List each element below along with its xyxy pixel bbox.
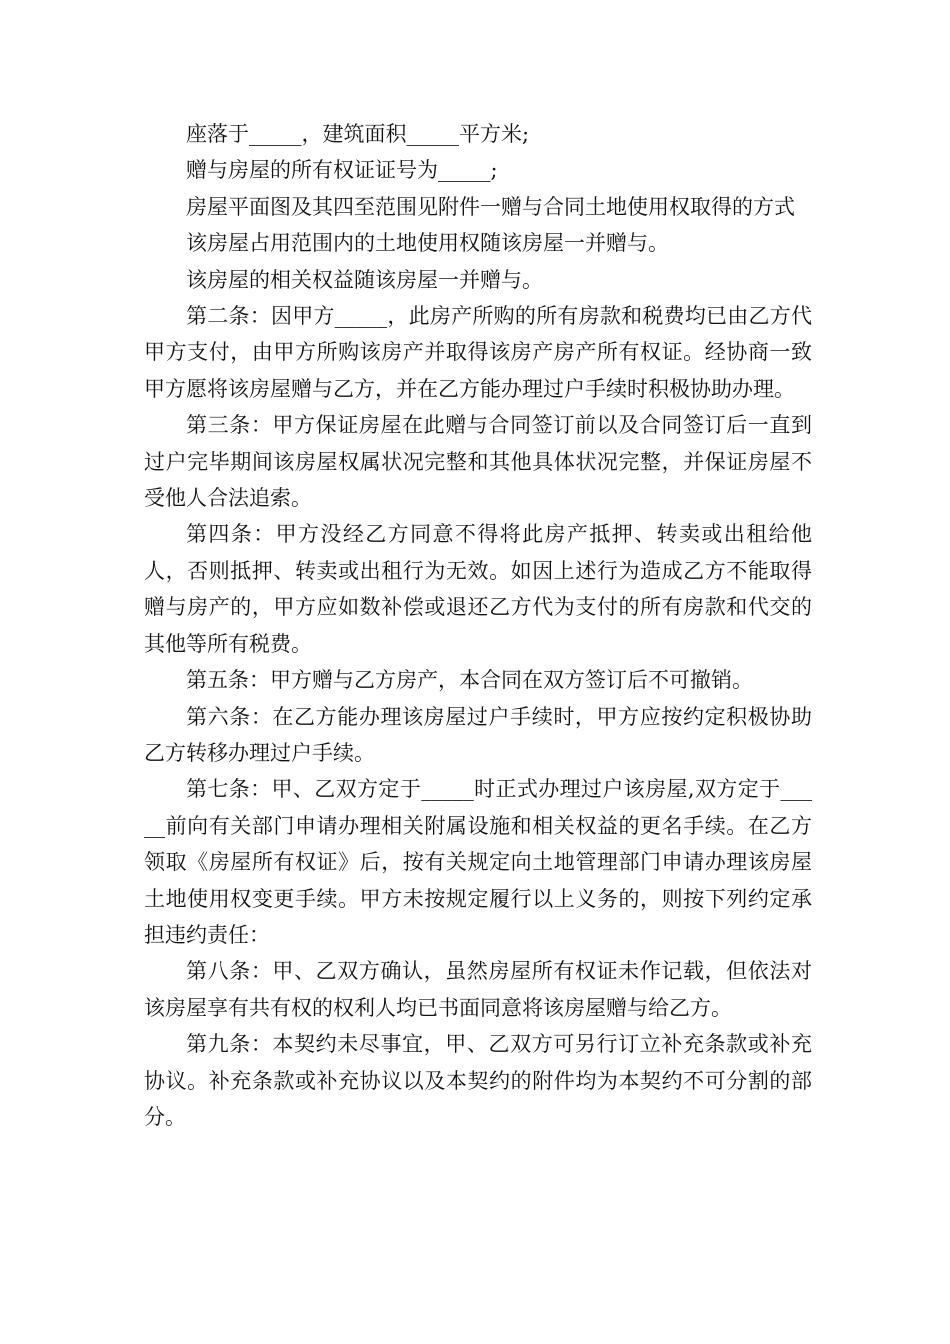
clause-9: 第九条：本契约未尽事宜，甲、乙双方可另行订立补充条款或补充协议。补充条款或补充协议以及本契约的附件均为本契约不可分割的部分。	[144, 1032, 812, 1129]
clause-8: 第八条：甲、乙双方确认，虽然房屋所有权证未作记载，但依法对该房屋享有共有权的权利人均已书面同意将该房屋赠与给乙方。	[144, 959, 812, 1020]
paragraph-related-rights: 该房屋的相关权益随该房屋一并赠与。	[186, 267, 543, 292]
clause-2: 第二条：因甲方_____，此房产所购的所有房款和税费均已由乙方代甲方支付，由甲方所购该房产并取得该房产房产所有权证。经协商一致甲方愿将该房屋赠与乙方，并在乙方能办理过户手续时积极协助办理。	[144, 304, 812, 401]
clause-5: 第五条：甲方赠与乙方房产，本合同在双方签订后不可撤销。	[186, 668, 753, 693]
clause-6: 第六条：在乙方能办理该房屋过户手续时，甲方应按约定积极协助乙方转移办理过户手续。	[144, 704, 812, 765]
paragraph-floor-plan: 房屋平面图及其四至范围见附件一赠与合同土地使用权取得的方式	[186, 194, 795, 219]
paragraph-certificate-number: 赠与房屋的所有权证证号为_____;	[186, 158, 498, 183]
clause-3: 第三条：甲方保证房屋在此赠与合同签订前以及合同签订后一直到过户完毕期间该房屋权属状况完整和其他具体状况完整，并保证房屋不受他人合法追索。	[144, 413, 812, 511]
paragraph-land-use-right: 该房屋占用范围内的土地使用权随该房屋一并赠与。	[186, 231, 669, 256]
document-body	[144, 116, 812, 1135]
clause-7: 第七条：甲、乙双方定于_____时正式办理过户该房屋,双方定于_____前向有关部门申请办理相关附属设施和相关权益的更名手续。在乙方领取《房屋所有权证》后，按有关规定向土地管理部门申请办理该房屋土地使用权变更手续。甲方未按规定履行以上义务的，则按下列约定承担违约责任：	[144, 777, 812, 947]
clause-4: 第四条：甲方没经乙方同意不得将此房产抵押、转卖或出租给他人，否则抵押、转卖或出租行为无效。如因上述行为造成乙方不能取得赠与房产的，甲方应如数补偿或退还乙方代为支付的所有房款和代交的其他等所有税费。	[144, 522, 812, 656]
paragraph-location-area: 座落于_____，建筑面积_____平方米;	[186, 122, 530, 146]
